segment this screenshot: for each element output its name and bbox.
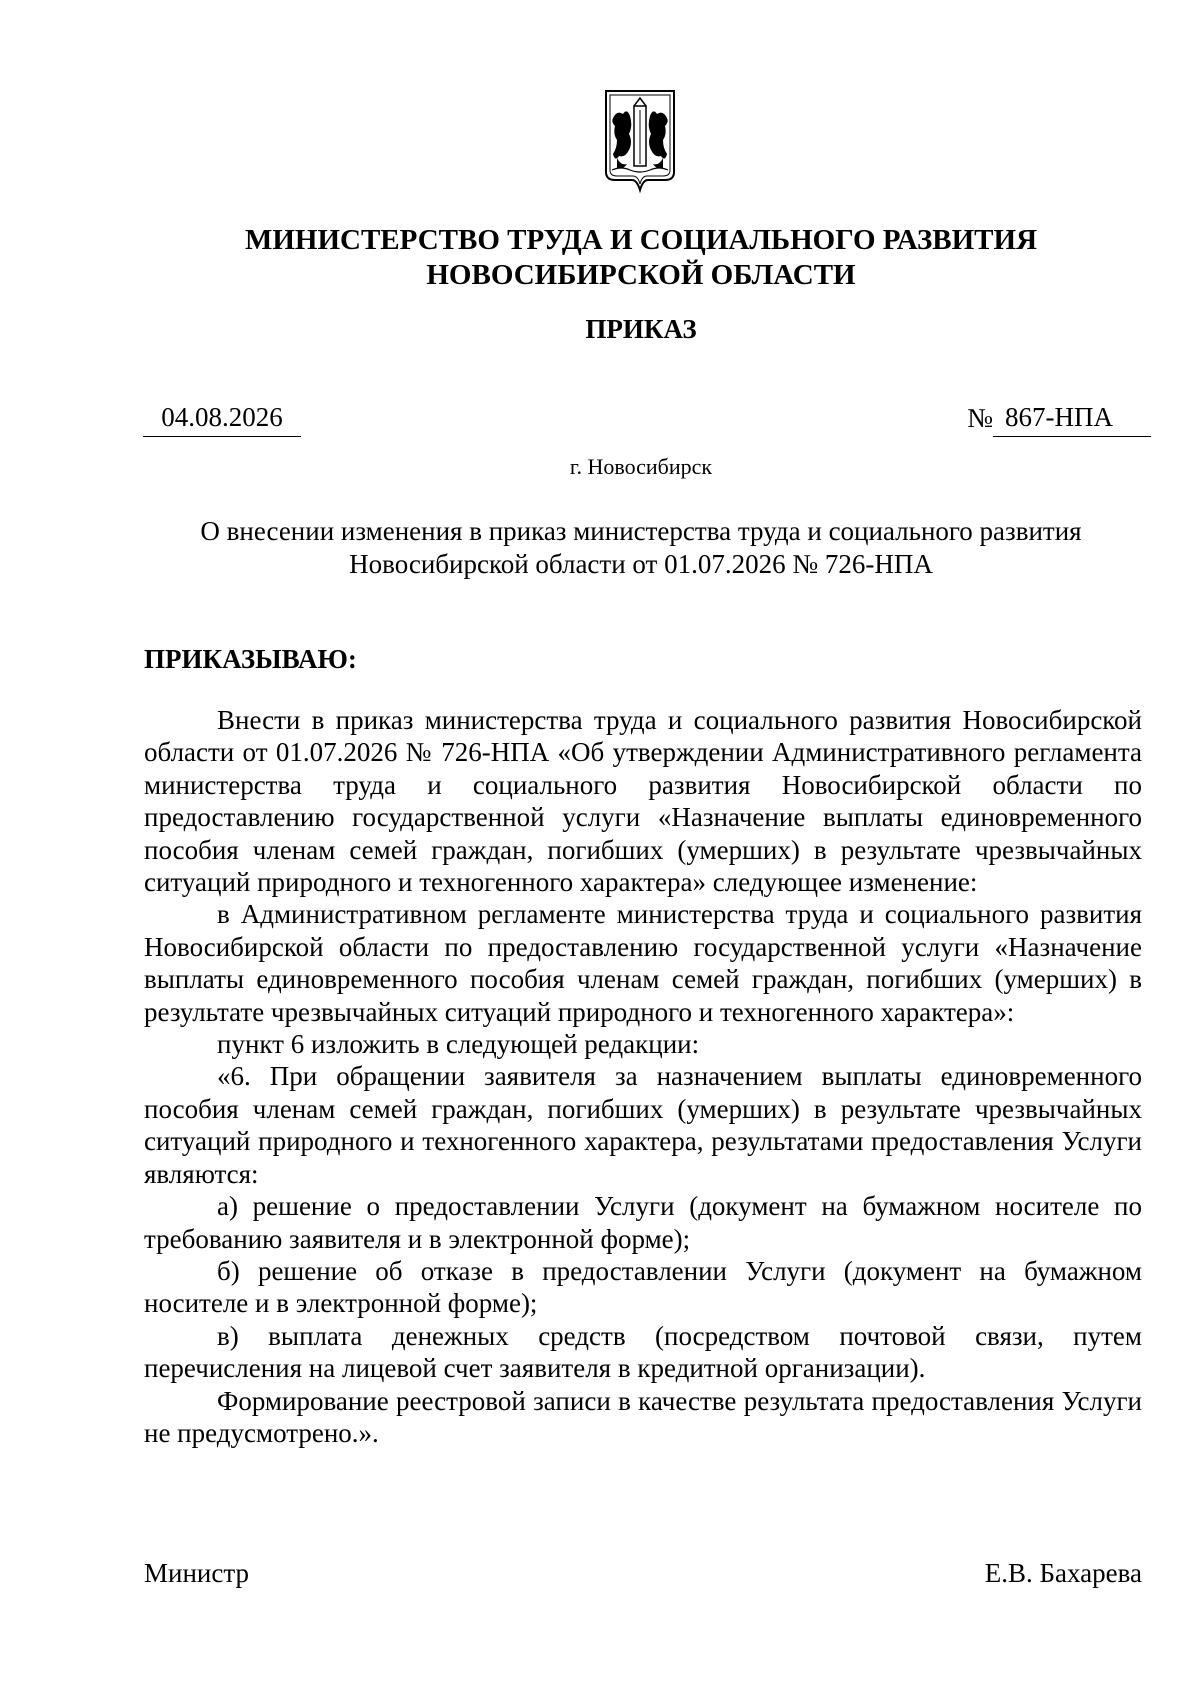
ministry-name: [144, 223, 1138, 293]
signatory-name: Е.В. Бахарева: [984, 1558, 1142, 1588]
order-body: [144, 704, 1142, 1449]
body-paragraph: Формирование реестровой записи в качестве результата предоставления Услуги не предусмотрено.».: [144, 1385, 1142, 1448]
body-paragraph: в Административном регламенте министерства труда и социального развития Новосибирской области по предоставлению государственной услуги «Назначение выплаты единовременного пособия членам семей граждан, погибших (умерших) в результате чрезвычайных ситуаций природного и техногенного характера»:: [144, 899, 1142, 1027]
order-number-field: [967, 401, 1151, 437]
city: г. Новосибирск: [569, 454, 713, 479]
signatory-position: Министр: [144, 1558, 249, 1588]
body-paragraph: пункт 6 изложить в следующей редакции:: [217, 1029, 700, 1060]
ministry-name-line2: НОВОСИБИРСКОЙ ОБЛАСТИ: [426, 259, 856, 291]
number-sign: №: [967, 403, 993, 433]
ministry-name-line1: МИНИСТЕРСТВО ТРУДА И СОЦИАЛЬНОГО РАЗВИТИЯ: [244, 224, 1038, 256]
order-date: 04.08.2026: [143, 401, 301, 437]
order-subject: [144, 515, 1138, 581]
body-paragraph: в) выплата денежных средств (посредством почтовой связи, путем перечисления на лицевой счет заявителя в кредитной организации).: [144, 1320, 1142, 1384]
order-subject-line2: Новосибирской области от 01.07.2026 № 726-НПА: [349, 549, 933, 579]
order-heading: ПРИКАЗЫВАЮ:: [144, 644, 357, 674]
body-paragraph: «6. При обращении заявителя за назначением выплаты единовременного пособия членам семей граждан, погибших (умерших) в результате чрезвычайных ситуаций природного и техногенного характера, результатами предоставления Услуги являются:: [144, 1061, 1142, 1189]
order-subject-line1: О внесении изменения в приказ министерства труда и социального развития: [200, 516, 1082, 546]
order-number: 867-НПА: [993, 401, 1151, 437]
novosibirsk-coat-of-arms-icon: [603, 88, 677, 198]
document-type-title: ПРИКАЗ: [585, 314, 697, 344]
body-paragraph: Внести в приказ министерства труда и социального развития Новосибирской области от 01.07.2026 № 726-НПА «Об утверждении Административного регламента министерства труда и социального развития Новосибирской области по предоставлению государственной услуги «Назначение выплаты единовременного пособия членам семей граждан, погибших (умерших) в результате чрезвычайных ситуаций природного и техногенного характера» следующее изменение:: [144, 705, 1142, 898]
body-paragraph: а) решение о предоставлении Услуги (документ на бумажном носителе по требованию заявителя и в электронной форме);: [144, 1191, 1142, 1254]
signature-block: [144, 1557, 1142, 1590]
body-paragraph: б) решение об отказе в предоставлении Услуги (документ на бумажном носителе и в электронной форме);: [144, 1255, 1142, 1319]
